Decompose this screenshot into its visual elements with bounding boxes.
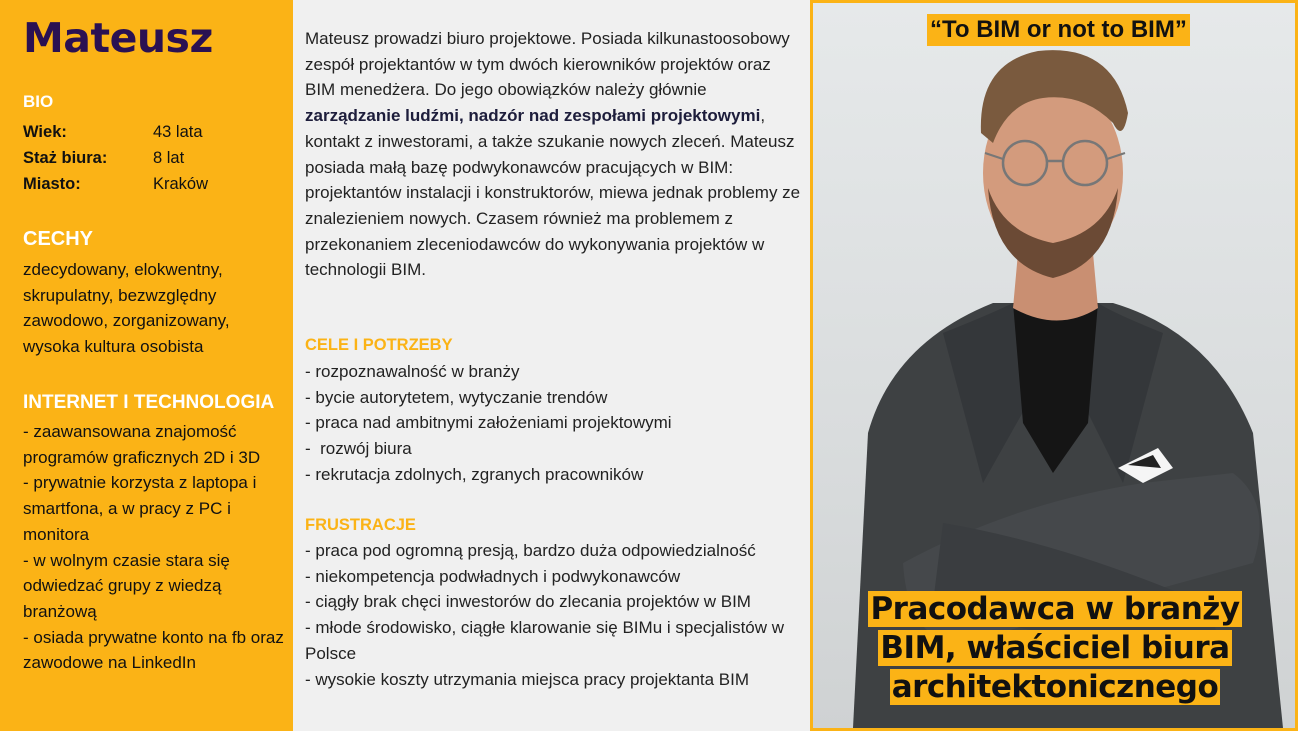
cechy-text: zdecydowany, elokwentny, skrupulatny, bezwzględny zawodowo, zorganizowany, wysoka kultura osobista [23,260,230,357]
left-panel [0,0,293,731]
internet-title: INTERNET I TECHNOLOGIA [23,392,275,413]
list-item: - młode środowisko, ciągłe klarowanie się BIMu i specjalistów w Polsce [305,618,789,663]
goals-title: CELE I POTRZEBY [305,336,453,354]
list-item: - w wolnym czasie stara się odwiedzać grupy z wiedzą branżową [23,550,230,621]
bio-label: Wiek: [23,122,67,141]
persona-name: Mateusz [23,14,213,62]
bio-table [23,119,208,197]
frustrations-list [305,538,805,692]
list-item: - rozpoznawalność w branży [305,362,520,381]
role-text: Pracodawca w branży BIM, właściciel biura architektonicznego [870,591,1240,705]
bio-value: 43 lata [153,122,203,141]
list-item: - wysokie koszty utrzymania miejsca pracy projektanta BIM [305,669,750,689]
list-item: - zaawansowana znajomość programów graficznych 2D i 3D [23,422,261,467]
bio-label: Staż biura: [23,148,108,167]
internet-list [23,419,288,676]
frustrations-title: FRUSTRACJE [305,516,416,534]
list-item: - rekrutacja zdolnych, zgranych pracowników [305,464,644,484]
list-item: - prywatnie korzysta z laptopa i smartfona, a w pracy z PC i monitora [23,473,257,544]
description-part1: Mateusz prowadzi biuro projektowe. Posiada kilkunastoosobowy zespół projektantów w tym dwóch kierowników projektów oraz BIM menedżera. Do jego obowiązków należy głównie [305,29,790,100]
list-item: - rozwój biura [305,439,412,459]
list-item: - niekompetencja podwładnych i podwykonawców [305,566,681,586]
list-item: - praca pod ogromną presją, bardzo duża odpowiedzialność [305,541,756,560]
role-caption [830,590,1280,707]
list-item: - bycie autorytetem, wytyczanie trendów [305,387,608,407]
bio-value: 8 lat [153,148,185,167]
list-item: - ciągły brak chęci inwestorów do zlecania projektów w BIM [305,592,751,612]
bio-value: Kraków [153,174,209,193]
description-bold: zarządzanie ludźmi, nadzór nad zespołami projektowymi [305,106,761,126]
list-item: - osiada prywatne konto na fb oraz zawodowe na LinkedIn [23,627,284,673]
description-text [305,26,805,283]
list-item: - praca nad ambitnymi założeniami projektowymi [305,413,672,433]
description-part2: , kontakt z inwestorami, a także szukanie nowych zleceń. Mateusz posiada małą bazę podwykonawców pracujących w BIM: projektantów instalacji i konstruktorów, miewa jednak problemy ze znalezieniem nowych. Czasem również ma problemem z przekonaniem zleceniodawców do wykonywania projektów w technologii BIM. [305,106,801,280]
bio-label: Miasto: [23,174,81,193]
cechy-title: CECHY [23,228,94,250]
bio-row [23,145,208,171]
bio-row [23,119,208,145]
quote-banner: “To BIM or not to BIM” [927,14,1190,46]
bio-row [23,171,208,197]
bio-title: BIO [23,92,54,111]
middle-panel [293,0,810,731]
goals-list [305,359,805,488]
